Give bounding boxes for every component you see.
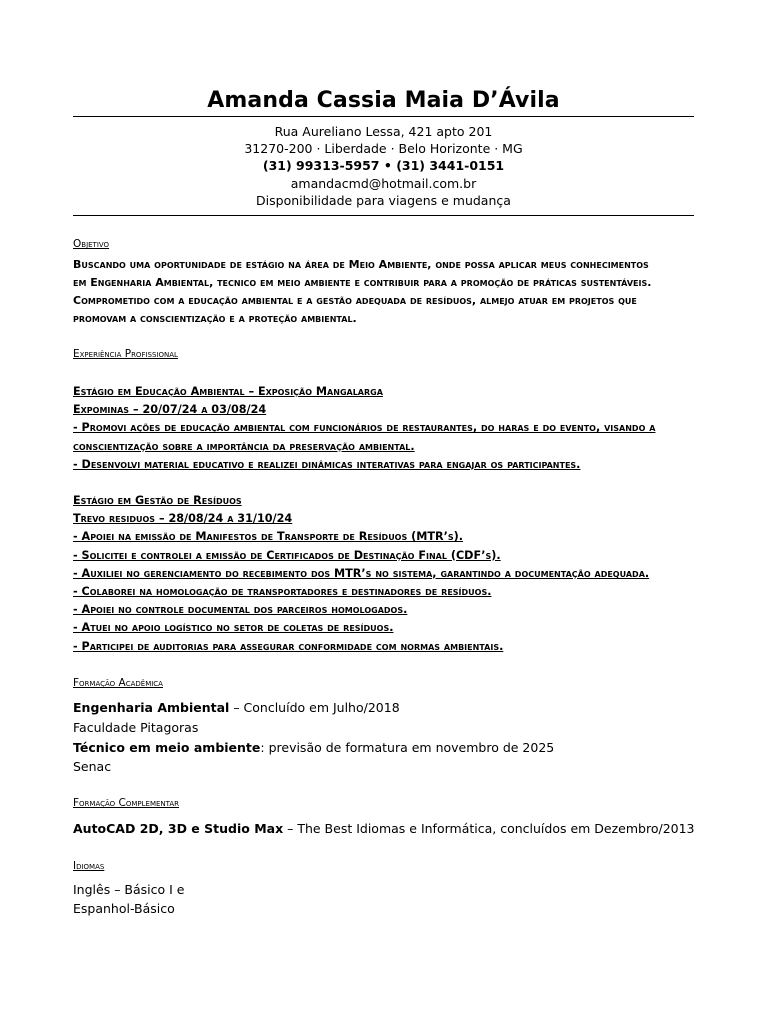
candidate-name: Amanda Cassia Maia D’Ávila	[207, 88, 560, 113]
job-role: Estágio em Gestão de Resíduos	[73, 494, 242, 507]
complementary-block	[73, 819, 695, 839]
email-line: amandacmd@hotmail.com.br	[290, 175, 477, 191]
degree-name: Técnico em meio ambiente	[73, 739, 261, 755]
languages-block	[73, 880, 184, 918]
degree-line	[73, 698, 554, 718]
objective-line: Buscando uma oportunidade de estágio na área de Meio Ambiente, onde possa aplicar meus conhecimentos	[73, 258, 649, 271]
header-top-rule	[73, 116, 694, 117]
experience-title: Experiência Profissional	[73, 348, 178, 360]
job-entry	[73, 492, 649, 656]
degree-status: : previsão de formatura em novembro de 2025	[260, 739, 555, 755]
job-company-dates: Expominas – 20/07/24 a 03/08/24	[73, 403, 267, 417]
course-detail: – The Best Idiomas e Informática, concluídos em Dezembro/2013	[283, 821, 695, 836]
job-item: conscientização sobre a importância da preservação ambiental.	[73, 439, 415, 453]
job-item: - Solicitei e controlei a emissão de Certificados de Destinação Final (CDF’s).	[73, 548, 501, 562]
degree-line	[73, 738, 554, 758]
complementary-title: Formação Complementar	[73, 797, 180, 809]
job-item: - Colaborei na homologação de transportadores e destinadores de resíduos.	[73, 585, 492, 599]
job-role: Estágio em Educação Ambiental – Exposição Mangalarga	[73, 385, 383, 398]
degree-school: Senac	[73, 759, 112, 775]
phone-line: (31) 99313-5957 • (31) 3441-0151	[262, 158, 505, 174]
job-company-dates: Trevo residuos – 28/08/24 a 31/10/24	[73, 512, 293, 526]
job-item: - Promovi ações de educação ambiental com funcionários de restaurantes, do haras e do evento, visando a	[73, 421, 656, 435]
contact-block	[73, 123, 694, 209]
header-bottom-rule	[73, 215, 694, 216]
course-name: AutoCAD 2D, 3D e Studio Max	[73, 821, 284, 836]
degree-name: Engenharia Ambiental	[73, 700, 230, 715]
language-item: Espanhol-Básico	[73, 901, 175, 916]
degree-status: – Concluído em Julho/2018	[229, 700, 400, 715]
course-line	[73, 819, 695, 839]
job-item: - Apoiei no controle documental dos parceiros homologados.	[73, 603, 408, 617]
job-entry	[73, 383, 655, 474]
job-item: - Atuei no apoio logístico no setor de coletas de resíduos.	[73, 621, 394, 635]
languages-title: Idiomas	[73, 860, 105, 872]
city-line: 31270-200 · Liberdade · Belo Horizonte · MG	[244, 141, 523, 157]
degree-school: Faculdade Pitagoras	[73, 719, 199, 735]
job-item: - Desenvolvi material educativo e realizei dinâmicas interativas para engajar os participantes.	[73, 457, 581, 471]
job-item: - Participei de auditorias para assegurar conformidade com normas ambientais.	[73, 639, 504, 653]
objective-text	[73, 256, 694, 328]
education-title: Formação Acadêmica	[73, 677, 163, 689]
objective-line: promovam a conscientização e a proteção ambiental.	[73, 312, 357, 325]
education-block	[73, 698, 554, 777]
objective-line: em Engenharia Ambiental, tecnico em meio ambiente e contribuir para a promoção de práticas sustentáveis.	[73, 276, 652, 289]
job-item: - Apoiei na emissão de Manifestos de Transporte de Resíduos (MTR’s).	[73, 530, 464, 544]
address-line: Rua Aureliano Lessa, 421 apto 201	[274, 124, 493, 139]
language-item: Inglês – Básico I e	[73, 882, 185, 897]
availability-line: Disponibilidade para viagens e mudança	[256, 192, 511, 208]
objective-line: Comprometido com a educação ambiental e a gestão adequada de resíduos, almejo atuar em projetos que	[73, 294, 637, 307]
objective-title: Objetivo	[73, 238, 110, 250]
job-item: - Auxiliei no gerenciamento do recebimento dos MTR’s no sistema, garantindo a documentação adequada.	[73, 566, 650, 580]
